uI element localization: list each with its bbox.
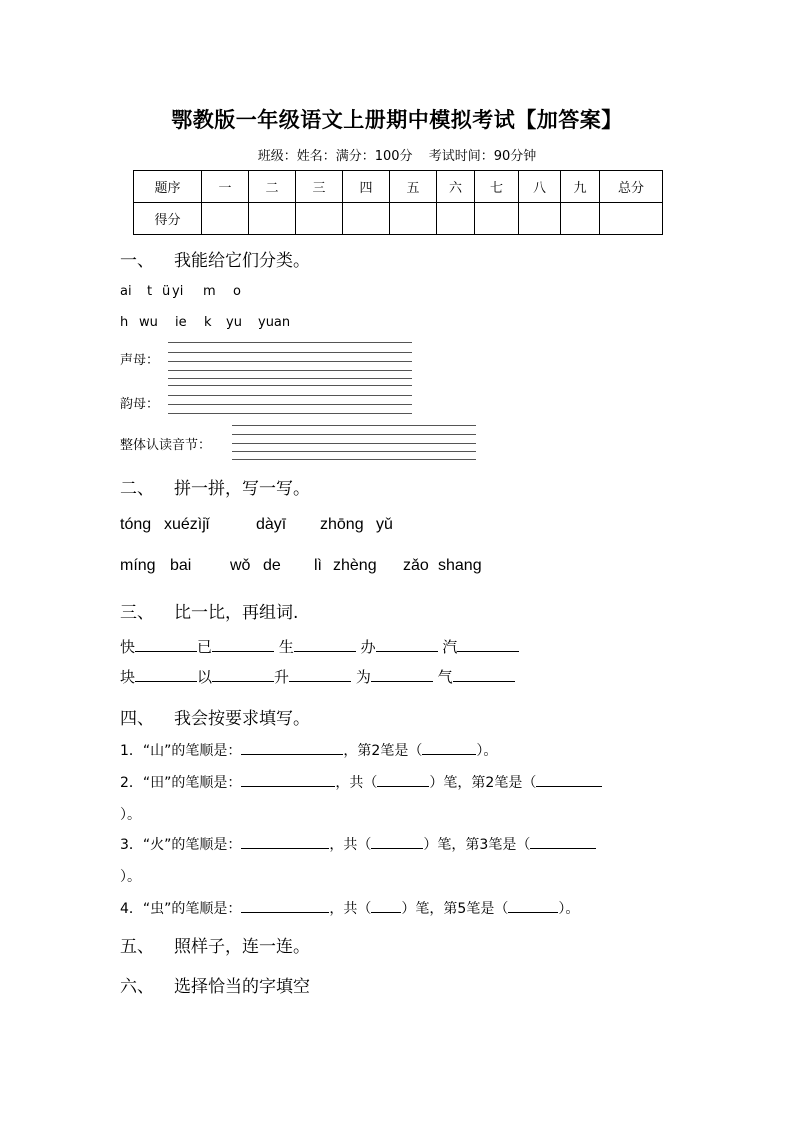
pinyin-word: míng	[120, 557, 156, 574]
score-cell[interactable]	[519, 203, 561, 235]
compare-char: 已	[197, 638, 213, 656]
word-blank[interactable]	[294, 637, 356, 652]
pinyin-item: ie	[175, 315, 187, 330]
compare-char: 办	[360, 638, 376, 656]
pinyin-row-1	[120, 284, 420, 302]
word-blank[interactable]	[135, 637, 197, 652]
word-blank[interactable]	[453, 667, 515, 682]
stroke-count-blank[interactable]	[371, 834, 423, 849]
header-cell: 三	[296, 171, 343, 203]
answer-line[interactable]	[168, 361, 412, 362]
answer-line[interactable]	[168, 413, 412, 414]
question-text: ）笔，第2笔是（	[429, 775, 537, 791]
compare-char: 快	[120, 638, 136, 656]
exam-info	[0, 145, 794, 164]
stroke-order-blank[interactable]	[241, 898, 329, 913]
score-cell[interactable]	[437, 203, 475, 235]
compare-char: 块	[120, 668, 136, 686]
pinyin-item: ü	[162, 284, 171, 299]
stroke-question-1	[120, 740, 497, 760]
section-number: 六、	[120, 977, 154, 997]
section-title: 比一比，再组词.	[174, 603, 299, 623]
question-text: 4．“虫”的笔顺是：	[120, 901, 242, 917]
section-number: 四、	[120, 709, 154, 729]
pinyin-word: shang	[438, 557, 482, 574]
pinyin-word: xuézìjǐ	[164, 516, 210, 533]
answer-line[interactable]	[168, 352, 412, 353]
word-blank[interactable]	[371, 667, 433, 682]
section-number: 五、	[120, 937, 154, 957]
answer-line[interactable]	[168, 378, 412, 379]
compare-char: 生	[278, 638, 294, 656]
pinyin-item: yuan	[258, 315, 291, 330]
answer-line[interactable]	[232, 443, 476, 444]
word-blank[interactable]	[289, 667, 351, 682]
score-row-label: 得分	[134, 203, 202, 235]
header-cell: 二	[249, 171, 296, 203]
pinyin-word: bai	[170, 557, 192, 574]
score-cell[interactable]	[343, 203, 390, 235]
answer-line[interactable]	[232, 425, 476, 426]
question-text: ）。	[558, 901, 580, 917]
word-blank[interactable]	[135, 667, 197, 682]
compare-row-2	[120, 666, 515, 687]
pinyin-item: k	[204, 315, 212, 330]
answer-line[interactable]	[168, 404, 412, 405]
question-text: ）笔，第3笔是（	[423, 837, 531, 853]
header-cell: 九	[561, 171, 600, 203]
section-3-heading	[120, 598, 298, 623]
header-cell: 六	[437, 171, 475, 203]
compare-char: 气	[437, 668, 453, 686]
pinyin-item: o	[233, 284, 241, 299]
class-name-score-label: 班级：姓名：满分：100分	[257, 149, 413, 164]
word-blank[interactable]	[212, 667, 274, 682]
stroke-order-blank[interactable]	[241, 740, 343, 755]
stroke-count-blank[interactable]	[371, 898, 401, 913]
pinyin-words-row-1	[120, 516, 520, 538]
section-number: 三、	[120, 603, 154, 623]
stroke-blank[interactable]	[422, 740, 476, 755]
section-title: 拼一拼，写一写。	[174, 479, 310, 499]
question-text: ，共（	[329, 837, 372, 853]
pinyin-word: de	[263, 557, 281, 574]
pinyin-item: yu	[226, 315, 242, 330]
header-cell: 五	[390, 171, 437, 203]
score-table	[133, 170, 663, 235]
stroke-question-2-end: ）。	[120, 807, 141, 823]
compare-char: 为	[355, 668, 371, 686]
stroke-blank[interactable]	[530, 834, 596, 849]
word-blank[interactable]	[212, 637, 274, 652]
pinyin-word: wǒ	[230, 557, 251, 574]
header-cell: 七	[475, 171, 519, 203]
stroke-question-2	[120, 772, 602, 792]
answer-line[interactable]	[232, 459, 476, 460]
header-cell: 四	[343, 171, 390, 203]
yunmu-label: 韵母：	[120, 397, 160, 412]
word-blank[interactable]	[376, 637, 438, 652]
score-cell[interactable]	[561, 203, 600, 235]
word-blank[interactable]	[457, 637, 519, 652]
stroke-question-4	[120, 898, 579, 918]
page-title: 鄂教版一年级语文上册期中模拟考试【加答案】	[171, 107, 623, 132]
pinyin-word: zhèng	[333, 557, 377, 574]
section-number: 二、	[120, 479, 154, 499]
pinyin-item: ai	[120, 284, 132, 299]
pinyin-item: m	[203, 284, 216, 299]
question-text: 1．“山”的笔顺是：	[120, 743, 242, 759]
exam-time-label: 考试时间：90分钟	[428, 149, 537, 164]
compare-row-1	[120, 636, 519, 657]
pinyin-item: wu	[139, 315, 158, 330]
answer-line[interactable]	[232, 434, 476, 435]
score-cell[interactable]	[296, 203, 343, 235]
header-cell: 总分	[600, 171, 663, 203]
stroke-order-blank[interactable]	[241, 834, 329, 849]
pinyin-words-row-2	[120, 557, 540, 579]
score-cell[interactable]	[249, 203, 296, 235]
question-text: ）笔，第5笔是（	[401, 901, 509, 917]
header-cell: 八	[519, 171, 561, 203]
pinyin-word: lì	[314, 557, 322, 574]
pinyin-word: yǔ	[376, 516, 393, 533]
compare-char: 升	[274, 668, 290, 686]
pinyin-word: tóng	[120, 516, 152, 533]
pinyin-row-2	[120, 315, 420, 333]
compare-char: 汽	[442, 638, 458, 656]
pinyin-word: zhōng	[320, 516, 364, 533]
section-title: 照样子，连一连。	[174, 937, 310, 957]
section-number: 一、	[120, 251, 154, 271]
section-title: 我能给它们分类。	[174, 251, 310, 271]
pinyin-item: h	[120, 315, 129, 330]
question-text: ，共（	[329, 901, 372, 917]
score-cell[interactable]	[600, 203, 663, 235]
stroke-question-3	[120, 834, 596, 854]
score-table-header-row	[134, 171, 663, 203]
score-table-score-row	[134, 203, 663, 235]
section-4-heading	[120, 704, 310, 729]
stroke-question-3-end: ）。	[120, 869, 141, 885]
section-6-heading	[120, 972, 310, 997]
section-title: 选择恰当的字填空	[174, 977, 310, 997]
score-cell[interactable]	[202, 203, 249, 235]
question-text: ，共（	[335, 775, 378, 791]
section-title: 我会按要求填写。	[174, 709, 310, 729]
shengmu-label: 声母：	[120, 353, 160, 368]
answer-line[interactable]	[168, 395, 412, 396]
stroke-count-blank[interactable]	[377, 772, 429, 787]
stroke-blank[interactable]	[536, 772, 602, 787]
score-cell[interactable]	[390, 203, 437, 235]
section-2-heading	[120, 474, 310, 499]
answer-line[interactable]	[168, 385, 412, 386]
pinyin-item: t	[147, 284, 153, 299]
question-text: ）。	[476, 743, 498, 759]
pinyin-word: zǎo	[403, 557, 429, 574]
section-1-heading	[120, 246, 310, 271]
question-text: 3．“火”的笔顺是：	[120, 837, 242, 853]
stroke-blank[interactable]	[508, 898, 558, 913]
pinyin-word: dàyī	[256, 516, 287, 533]
score-cell[interactable]	[475, 203, 519, 235]
stroke-order-blank[interactable]	[241, 772, 335, 787]
header-cell: 一	[202, 171, 249, 203]
question-text: 2．“田”的笔顺是：	[120, 775, 242, 791]
pinyin-item: yi	[172, 284, 184, 299]
compare-char: 以	[197, 668, 213, 686]
section-5-heading	[120, 932, 310, 957]
zhengti-label: 整体认读音节：	[120, 438, 212, 453]
answer-line[interactable]	[168, 370, 412, 371]
header-cell: 题序	[134, 171, 202, 203]
answer-line[interactable]	[168, 342, 412, 343]
answer-line[interactable]	[232, 451, 476, 452]
question-text: ，第2笔是（	[343, 743, 423, 759]
